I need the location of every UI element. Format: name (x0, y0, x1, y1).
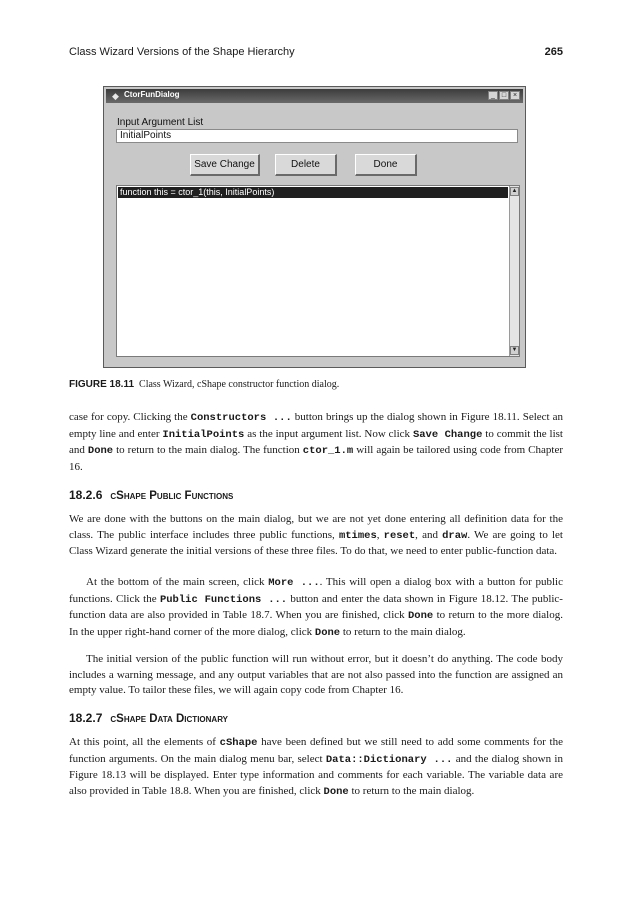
section-heading: 18.2.7 cShape Data Dictionary (69, 711, 229, 725)
function-listbox[interactable] (116, 185, 520, 357)
code-ref: More ... (268, 577, 320, 589)
code-ref: ctor_1.m (302, 445, 354, 458)
running-head-title: Class Wizard Versions of the Shape Hierarchy (69, 46, 295, 58)
code-ref: mtimes (338, 529, 377, 542)
scroll-down-icon[interactable]: ▼ (511, 347, 518, 353)
code-ref: Public Functions ... (159, 593, 288, 606)
code-ref: Done (314, 626, 341, 639)
code-ref: Save Change (412, 428, 483, 441)
save-change-button[interactable]: Save Change (190, 154, 260, 176)
code-ref: draw (442, 529, 468, 542)
list-item[interactable]: function this = ctor_1(this, InitialPoints) (118, 187, 508, 198)
vertical-scrollbar[interactable] (509, 186, 519, 356)
running-head (69, 46, 563, 62)
paragraph: case for copy. Clicking the Constructors ... button brings up the dialog shown in Figure 18.11. Select an empty line and enter InitialPoints as the input argument list. Now click Save Change to commit the list and Done to return to the main dialog. The function ctor_1.m will again be tailored using code from Chapter 16. (69, 411, 563, 473)
code-ref: InitialPoints (162, 428, 245, 441)
paragraph: The initial version of the public function will run without error, but it doesn’t do anything. The code body includes a warning message, and any output variables that are not also passed into the function are assigned an empty value. To tailor these files, we will again copy code from Chapter 16. (69, 653, 563, 697)
scroll-up-icon[interactable]: ▲ (511, 188, 518, 194)
input-argument-field[interactable]: InitialPoints (116, 129, 518, 143)
code-ref: Done (408, 610, 434, 623)
matlab-logo-icon: ◆ (112, 91, 119, 101)
code-ref: Done (87, 445, 114, 458)
dialog-titlebar (106, 89, 523, 103)
done-button[interactable]: Done (355, 154, 417, 176)
dialog-title: CtorFunDialog (124, 90, 180, 99)
dialog-screenshot (103, 86, 526, 368)
code-ref: Done (323, 785, 349, 798)
code-ref: Data::Dictionary ... (325, 753, 453, 766)
paragraph: At the bottom of the main screen, click More .... This will open a dialog box with a button for public functions. Click the Public Functions ... button and enter the data shown in Figure 18.12. The public-function data are also provided in Table 18.7. When you are finished, click Done to return to the more dialog. In the upper right-hand corner of the more dialog, click Done to return to the main dialog. (69, 576, 563, 639)
code-ref: cShape (219, 737, 258, 749)
code-ref: Constructors ... (190, 412, 292, 424)
minimize-button[interactable]: _ (488, 91, 498, 100)
caption-text: Class Wizard, cShape constructor function dialog. (139, 379, 340, 390)
close-button[interactable]: × (510, 91, 520, 100)
delete-button[interactable]: Delete (275, 154, 337, 176)
paragraph: At this point, all the elements of cShape have been defined but we still need to add some comments for the function arguments. On the main dialog menu bar, select Data::Dictionary ... and the dialog shown in Figure 18.13 will be displayed. Enter type information and comments for each variable. The variable data are also provided in Table 18.8. When you are finished, click Done to return to the main dialog. (69, 736, 563, 798)
paragraph: We are done with the buttons on the main dialog, but we are not yet done entering all definition data for the class. The public interface includes three public functions, mtimes, reset, and draw. We are going to let Class Wizard generate the initial versions of these three files. To do that, we need to enter public-function data. (69, 513, 563, 558)
input-argument-label: Input Argument List (117, 117, 204, 128)
code-ref: reset (383, 529, 416, 542)
maximize-button[interactable]: □ (499, 91, 509, 100)
figure-caption (69, 379, 339, 390)
page-number: 265 (544, 46, 563, 58)
section-heading: 18.2.6 cShape Public Functions (69, 488, 234, 502)
figure-label: FIGURE 18.11 (69, 379, 135, 390)
